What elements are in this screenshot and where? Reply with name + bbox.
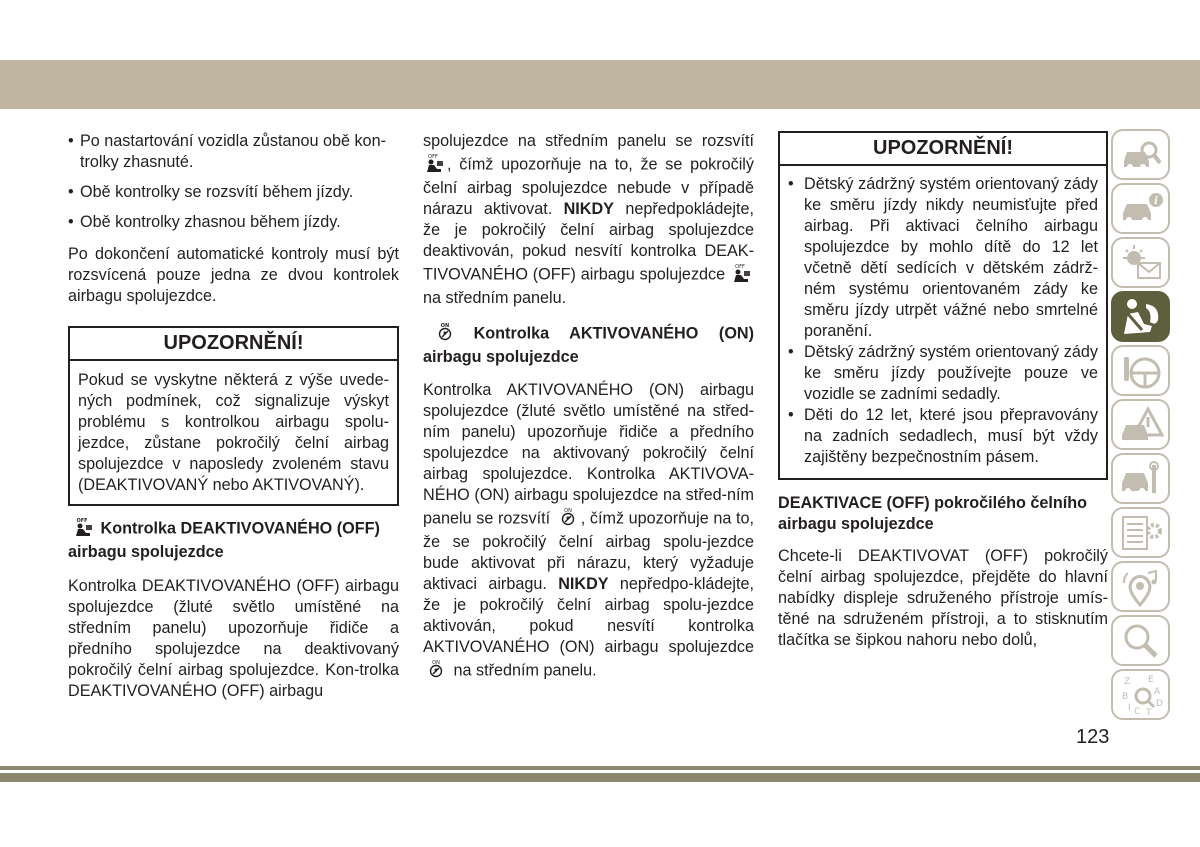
section-heading: DEAKTIVACE (OFF) pokročilého čelního airbagu spolujezdce	[778, 494, 1088, 533]
tab-settings-list[interactable]	[1111, 507, 1170, 558]
svg-text:ON: ON	[563, 508, 572, 514]
warning-lights-mail-icon	[1118, 243, 1164, 283]
svg-text:B: B	[1121, 691, 1128, 702]
svg-text:OFF: OFF	[76, 518, 88, 524]
car-service-icon	[1118, 459, 1164, 499]
car-search-icon	[1118, 135, 1164, 175]
paragraph: spolujezdce na středním panelu se rozsvítí OFF , čímž upozorňuje na to, že se pokročilý čelní airbag spolujezdce nebude v případě nárazu aktivovat. NIKDY nepředpokládejte, že je pokročilý čelní airbag spolujezdce deaktivován, pokud nesvítí kontrolka DEAK-TIVOVANÉHO (OFF) airbagu spolujezdce OFF na středním panelu.	[423, 132, 755, 307]
paragraph: Kontrolka DEAKTIVOVANÉHO (OFF) airbagu spolujezdce (žluté světlo umístěné na středním panelu) upozorňuje řidiče a předního spolujezdce na deaktivovaný pokročilý čelní airbag spolujezdce. Kon-trolka DEAKTIVOVANÉHO (OFF) airbagu	[68, 577, 399, 700]
airbag-on-icon	[423, 321, 453, 347]
tab-seatbelt-airbag[interactable]	[1111, 291, 1170, 342]
airbag-on-icon	[423, 658, 449, 684]
svg-text:A: A	[1153, 686, 1160, 697]
list-item: • Dětský zádržný systém orientovaný zády ke směru jízdy používejte pouze ve vozidle se zadními sedadly.	[788, 343, 1098, 403]
column-2	[423, 131, 754, 684]
chapter-tabs	[1111, 129, 1170, 723]
multimedia-navigation-icon	[1118, 567, 1164, 607]
warning-box	[68, 326, 399, 506]
car-info-icon	[1118, 189, 1164, 229]
tab-steering-wheel[interactable]	[1111, 345, 1170, 396]
warning-title: UPOZORNĚNÍ!	[780, 133, 1106, 166]
alphabetical-index-icon	[1118, 674, 1164, 716]
svg-text:T: T	[1145, 707, 1151, 716]
airbag-off-icon	[68, 516, 96, 542]
seatbelt-airbag-icon	[1118, 296, 1164, 338]
tab-multimedia-navigation[interactable]	[1111, 561, 1170, 612]
svg-text:D: D	[1155, 698, 1163, 709]
svg-text:Z: Z	[1123, 676, 1130, 687]
section-heading: OFF Kontrolka DEAKTIVOVANÉHO (OFF) airbagu spolujezdce	[68, 518, 380, 561]
paragraph: Chcete-li DEAKTIVOVAT (OFF) pokročilý čelní airbag spolujezdce, přejděte do hlavní nabídky displeje sdruženého přístroje umís-těné na sdruženém přístroji, a to stisknutím tlačítka se šipkou nahoru nebo dolů,	[778, 547, 1108, 649]
search-index-icon	[1118, 621, 1164, 661]
warning-text: Pokud se vyskytne některá z výše uvede-ných podmínek, což signalizuje výskyt problému s kontrolkou airbagu spolu-jezdce, zůstane pokročilý čelní airbag spolujezdce v naposledy zvoleném stavu (DEAKTIVOVANÝ nebo AKTIVOVANÝ).	[78, 371, 389, 494]
svg-text:OFF: OFF	[735, 264, 745, 270]
list-item: • Dětský zádržný systém orientovaný zády ke směru jízdy nikdy neumisťujte před airbag. Při aktivaci čelního airbagu spolujezdce by mohlo dítě do 12 let včetně dětí sedících v dětském zádrž-ném systému orientovaném zády ke směru jízdy utrpět vážné nebo smrtelné poranění.	[788, 175, 1098, 340]
list-item: • Obě kontrolky zhasnou během jízdy.	[68, 213, 341, 231]
tab-alphabetical-index[interactable]	[1111, 669, 1170, 720]
paragraph: Po dokončení automatické kontroly musí být rozsvícená pouze jedna ze dvou kontrolek airbagu spolujezdce.	[68, 245, 399, 305]
warning-title: UPOZORNĚNÍ!	[70, 328, 397, 361]
tab-car-info[interactable]	[1111, 183, 1170, 234]
svg-text:ON: ON	[432, 660, 440, 666]
svg-text:I: I	[1127, 702, 1131, 713]
tab-car-service[interactable]	[1111, 453, 1170, 504]
svg-text:E: E	[1147, 674, 1154, 685]
tab-warning-lights[interactable]	[1111, 237, 1170, 288]
list-item: • Děti do 12 let, které jsou přepravovány na zadních sedadlech, musí být vždy zajištěny bezpečnostním pásem.	[788, 406, 1098, 466]
list-item: • Po nastartování vozidla zůstanou obě kon-trolky zhasnuté.	[68, 132, 386, 171]
tab-roadside-warning[interactable]	[1111, 399, 1170, 450]
svg-text:C: C	[1133, 706, 1140, 716]
column-1	[68, 131, 399, 702]
column-3	[778, 131, 1108, 651]
warning-box	[778, 131, 1108, 480]
svg-text:OFF: OFF	[428, 154, 438, 160]
footer-stripe	[0, 766, 1200, 770]
section-heading: ON Kontrolka AKTIVOVANÉHO (ON) airbagu spolujezdce	[423, 323, 754, 366]
tab-search-index[interactable]	[1111, 615, 1170, 666]
header-band	[0, 60, 1200, 109]
footer-stripe	[0, 773, 1200, 782]
airbag-on-icon	[555, 506, 581, 532]
svg-text:i: i	[1153, 195, 1158, 207]
steering-wheel-icon	[1118, 351, 1164, 391]
settings-list-icon	[1118, 513, 1164, 553]
airbag-off-icon	[730, 262, 754, 288]
list-item: • Obě kontrolky se rozsvítí během jízdy.	[68, 183, 354, 201]
airbag-off-icon	[423, 152, 447, 178]
tab-car-search[interactable]	[1111, 129, 1170, 180]
paragraph: Kontrolka AKTIVOVANÉHO (ON) airbagu spolujezdce (žluté světlo umístěné na střed-ním panelu) upozorňuje řidiče a předního spolujezdce na aktivovaný pokročilý čelní airbag spolujezdce. Kontrolka AKTIVOVA-NÉHO (ON) airbagu spolujezdce na střed-ním panelu se rozsvítí ON , čímž upozorňuje na to, že se pokročilý čelní airbag spolu-jezdce bude aktivovat při nárazu, který vyžaduje aktivaci airbagu. NIKDY nepředpo-kládejte, že je pokročilý čelní airbag spolu-jezdce aktivován, pokud nesvítí kontrolka AKTIVOVANÉHO (ON) airbagu spolujezdce ON na středním panelu.	[423, 380, 754, 684]
roadside-warning-icon	[1118, 405, 1164, 445]
page-number: 123	[1076, 726, 1110, 748]
svg-text:ON: ON	[440, 323, 450, 329]
